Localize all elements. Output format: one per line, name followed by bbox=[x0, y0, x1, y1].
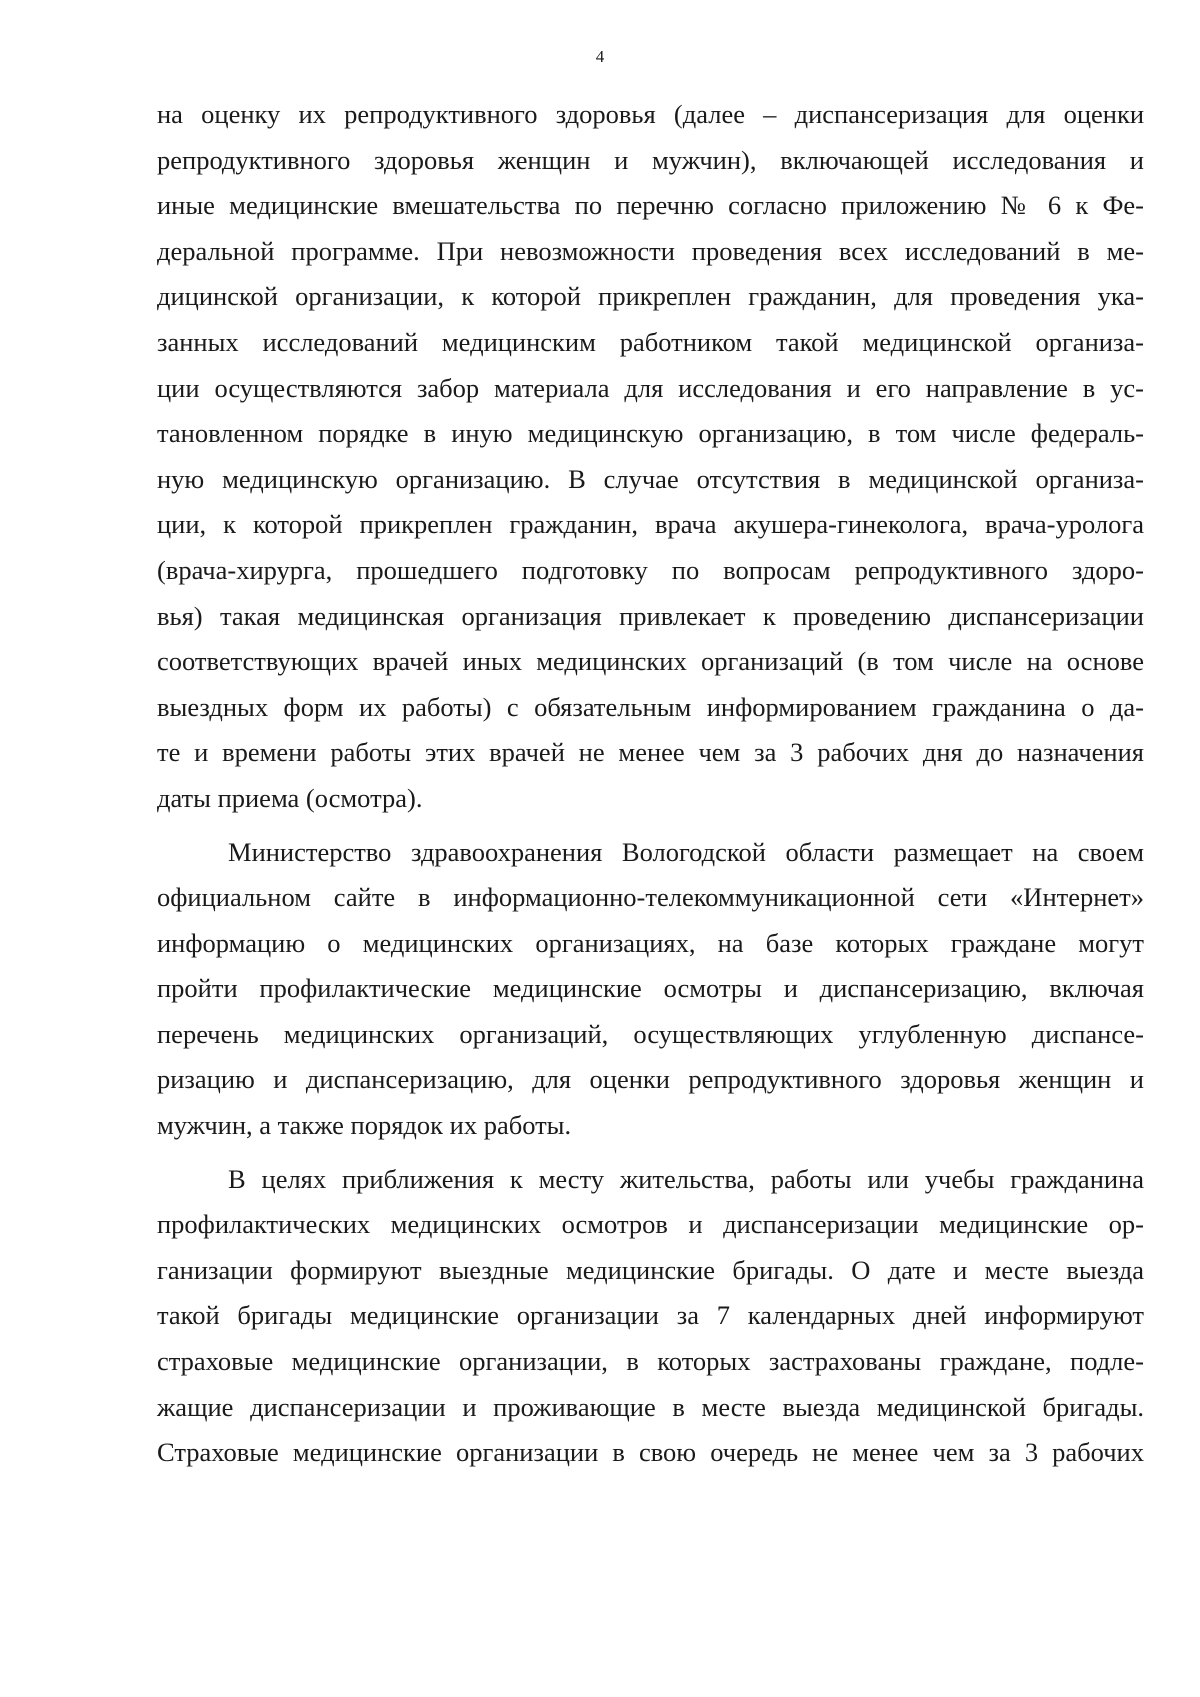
text-line: перечень медицинских организаций, осуществляющих углубленную диспансе- bbox=[157, 1018, 1144, 1049]
text-line: ции, к которой прикреплен гражданин, врача акушера-гинеколога, врача-уролога bbox=[157, 509, 1144, 540]
paragraph-2 bbox=[157, 830, 1144, 1149]
text-line: выездных форм их работы) с обязательным информированием гражданина о да- bbox=[157, 691, 1144, 722]
text-line: дицинской организации, к которой прикреплен гражданин, для проведения ука- bbox=[157, 281, 1144, 312]
page-number: 4 bbox=[595, 47, 605, 66]
text-line: (врача-хирурга, прошедшего подготовку по вопросам репродуктивного здоро- bbox=[157, 554, 1144, 585]
text-line: такой бригады медицинские организации за 7 календарных дней информируют bbox=[157, 1300, 1144, 1331]
text-line: информацию о медицинских организациях, на базе которых граждане могут bbox=[157, 927, 1144, 958]
text-line: пройти профилактические медицинские осмотры и диспансеризацию, включая bbox=[157, 973, 1144, 1004]
text-line: деральной программе. При невозможности проведения всех исследований в ме- bbox=[157, 235, 1144, 266]
text-line: те и времени работы этих врачей не менее чем за 3 рабочих дня до назначения bbox=[157, 737, 1144, 768]
text-line: мужчин, а также порядок их работы. bbox=[157, 1110, 572, 1141]
text-line: иные медицинские вмешательства по перечню согласно приложению № 6 к Фе- bbox=[157, 190, 1144, 221]
text-line: на оценку их репродуктивного здоровья (далее – диспансеризация для оценки bbox=[157, 99, 1144, 129]
text-line: Страховые медицинские организации в свою очередь не менее чем за 3 рабочих bbox=[157, 1437, 1144, 1468]
text-line: соответствующих врачей иных медицинских организаций (в том числе на основе bbox=[157, 646, 1144, 677]
text-line: даты приема (осмотра). bbox=[157, 782, 423, 813]
text-line: профилактических медицинских осмотров и диспансеризации медицинские ор- bbox=[157, 1209, 1144, 1240]
text-line: ную медицинскую организацию. В случае отсутствия в медицинской организа- bbox=[157, 463, 1144, 494]
text-line: занных исследований медицинским работником такой медицинской организа- bbox=[157, 326, 1144, 357]
text-line: страховые медицинские организации, в которых застрахованы граждане, подле- bbox=[157, 1346, 1144, 1377]
text-line: В целях приближения к месту жительства, работы или учебы гражданина bbox=[228, 1163, 1144, 1194]
body-text bbox=[157, 92, 1144, 1476]
text-line: тановленном порядке в иную медицинскую организацию, в том числе федераль- bbox=[157, 418, 1144, 449]
text-line: ганизации формируют выездные медицинские бригады. О дате и месте выезда bbox=[157, 1254, 1144, 1285]
paragraph-3 bbox=[157, 1157, 1144, 1476]
text-line: жащие диспансеризации и проживающие в месте выезда медицинской бригады. bbox=[157, 1391, 1144, 1422]
text-line: репродуктивного здоровья женщин и мужчин), включающей исследования и bbox=[157, 144, 1144, 175]
text-line: официальном сайте в информационно-телекоммуникационной сети «Интернет» bbox=[157, 882, 1144, 913]
text-line: Министерство здравоохранения Вологодской области размещает на своем bbox=[228, 836, 1144, 867]
paragraph-1 bbox=[157, 92, 1144, 822]
text-line: вья) такая медицинская организация привлекает к проведению диспансеризации bbox=[157, 600, 1144, 631]
text-line: ризацию и диспансеризацию, для оценки репродуктивного здоровья женщин и bbox=[157, 1064, 1144, 1095]
text-line: ции осуществляются забор материала для исследования и его направление в ус- bbox=[157, 372, 1144, 403]
